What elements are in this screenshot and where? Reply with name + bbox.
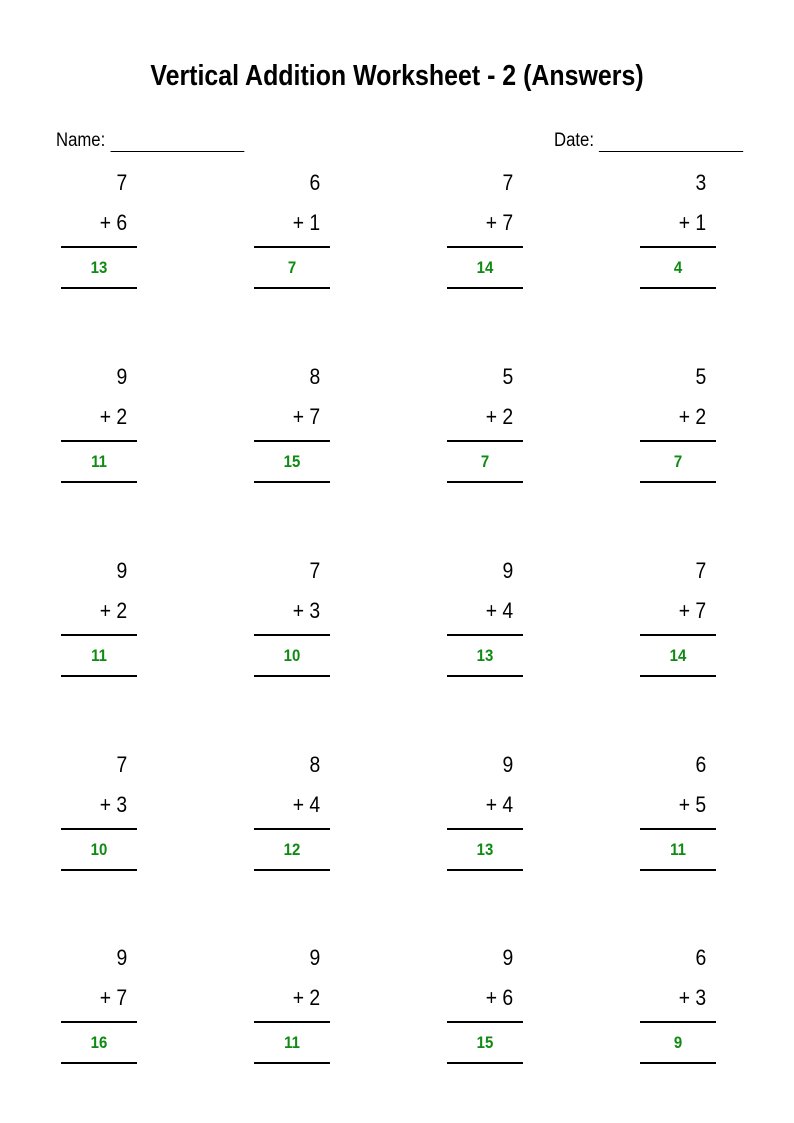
answer-line	[61, 1062, 137, 1064]
addend-with-plus: + 2	[485, 404, 513, 429]
addition-problem	[640, 947, 716, 1077]
sum-line	[640, 634, 716, 636]
addend-with-plus: + 2	[99, 598, 127, 623]
top-number: 7	[116, 752, 127, 777]
addition-problem	[447, 560, 523, 690]
answer: 10	[90, 840, 108, 859]
top-number: 6	[695, 945, 706, 970]
answer-line	[61, 481, 137, 483]
answer: 11	[670, 840, 686, 859]
addition-problem	[447, 754, 523, 884]
addend-with-plus: + 6	[485, 985, 513, 1010]
answer-line	[640, 869, 716, 871]
sum-line	[254, 634, 330, 636]
sum-line	[447, 1021, 523, 1023]
addition-problem	[61, 754, 137, 884]
sum-line	[61, 634, 137, 636]
addend-with-plus: + 3	[678, 985, 706, 1010]
addend-with-plus: + 7	[678, 598, 706, 623]
name-label: Name:	[56, 130, 106, 151]
addition-problem	[254, 366, 330, 496]
answer: 7	[287, 258, 297, 277]
top-number: 7	[502, 170, 513, 195]
answer: 16	[90, 1033, 108, 1052]
top-number: 3	[695, 170, 706, 195]
sum-line	[447, 440, 523, 442]
answer: 13	[476, 840, 494, 859]
top-number: 8	[309, 364, 320, 389]
addition-problem	[254, 172, 330, 302]
addition-problem	[254, 560, 330, 690]
top-number: 6	[695, 752, 706, 777]
answer-line	[447, 287, 523, 289]
addend-with-plus: + 1	[292, 210, 320, 235]
addend-with-plus: + 7	[292, 404, 320, 429]
answer-line	[254, 287, 330, 289]
answer: 15	[283, 452, 301, 471]
top-number: 9	[502, 558, 513, 583]
answer-line	[640, 287, 716, 289]
sum-line	[61, 1021, 137, 1023]
answer: 11	[91, 646, 107, 665]
answer-line	[254, 675, 330, 677]
addition-problem	[61, 172, 137, 302]
top-number: 9	[116, 945, 127, 970]
answer-line	[640, 675, 716, 677]
top-number: 9	[116, 364, 127, 389]
answer: 14	[476, 258, 494, 277]
answer-line	[254, 1062, 330, 1064]
addition-problem	[254, 947, 330, 1077]
sum-line	[254, 1021, 330, 1023]
sum-line	[447, 828, 523, 830]
answer: 7	[673, 452, 683, 471]
addend-with-plus: + 6	[99, 210, 127, 235]
addition-problem	[447, 366, 523, 496]
answer-line	[61, 287, 137, 289]
answer: 13	[476, 646, 494, 665]
answer: 11	[284, 1033, 300, 1052]
answer-line	[61, 675, 137, 677]
top-number: 8	[309, 752, 320, 777]
sum-line	[61, 828, 137, 830]
answer: 10	[283, 646, 301, 665]
addend-with-plus: + 3	[292, 598, 320, 623]
addend-with-plus: + 3	[99, 792, 127, 817]
answer-line	[447, 869, 523, 871]
addend-with-plus: + 2	[99, 404, 127, 429]
addend-with-plus: + 2	[292, 985, 320, 1010]
answer-line	[254, 481, 330, 483]
sum-line	[61, 246, 137, 248]
top-number: 9	[502, 752, 513, 777]
top-number: 9	[309, 945, 320, 970]
top-number: 7	[309, 558, 320, 583]
addition-problem	[447, 947, 523, 1077]
answer: 4	[673, 258, 683, 277]
addition-problem	[640, 754, 716, 884]
addend-with-plus: + 7	[485, 210, 513, 235]
sum-line	[254, 440, 330, 442]
answer: 13	[90, 258, 108, 277]
addend-with-plus: + 4	[485, 792, 513, 817]
addend-with-plus: + 7	[99, 985, 127, 1010]
sum-line	[640, 1021, 716, 1023]
sum-line	[447, 634, 523, 636]
addition-problem	[640, 366, 716, 496]
addition-problem	[254, 754, 330, 884]
addition-problem	[61, 366, 137, 496]
date-label: Date:	[554, 130, 594, 151]
top-number: 5	[502, 364, 513, 389]
sum-line	[640, 440, 716, 442]
top-number: 7	[695, 558, 706, 583]
addend-with-plus: + 2	[678, 404, 706, 429]
top-number: 9	[116, 558, 127, 583]
answer-line	[447, 1062, 523, 1064]
addend-with-plus: + 4	[292, 792, 320, 817]
sum-line	[254, 828, 330, 830]
addition-problem	[447, 172, 523, 302]
top-number: 9	[502, 945, 513, 970]
answer: 15	[476, 1033, 494, 1052]
sum-line	[254, 246, 330, 248]
answer: 7	[480, 452, 490, 471]
answer-line	[640, 1062, 716, 1064]
top-number: 5	[695, 364, 706, 389]
sum-line	[640, 246, 716, 248]
top-number: 6	[309, 170, 320, 195]
sum-line	[61, 440, 137, 442]
answer-line	[61, 869, 137, 871]
addend-with-plus: + 5	[678, 792, 706, 817]
sum-line	[447, 246, 523, 248]
answer: 9	[673, 1033, 683, 1052]
answer-line	[447, 675, 523, 677]
answer-line	[640, 481, 716, 483]
addition-problem	[640, 560, 716, 690]
answer-line	[447, 481, 523, 483]
addition-problem	[640, 172, 716, 302]
top-number: 7	[116, 170, 127, 195]
addend-with-plus: + 1	[678, 210, 706, 235]
sum-line	[640, 828, 716, 830]
addition-problem	[61, 560, 137, 690]
answer: 11	[91, 452, 107, 471]
answer-line	[254, 869, 330, 871]
answer: 14	[669, 646, 687, 665]
answer: 12	[283, 840, 301, 859]
worksheet-title: Vertical Addition Worksheet - 2 (Answers)	[150, 60, 644, 92]
addition-problem	[61, 947, 137, 1077]
addend-with-plus: + 4	[485, 598, 513, 623]
